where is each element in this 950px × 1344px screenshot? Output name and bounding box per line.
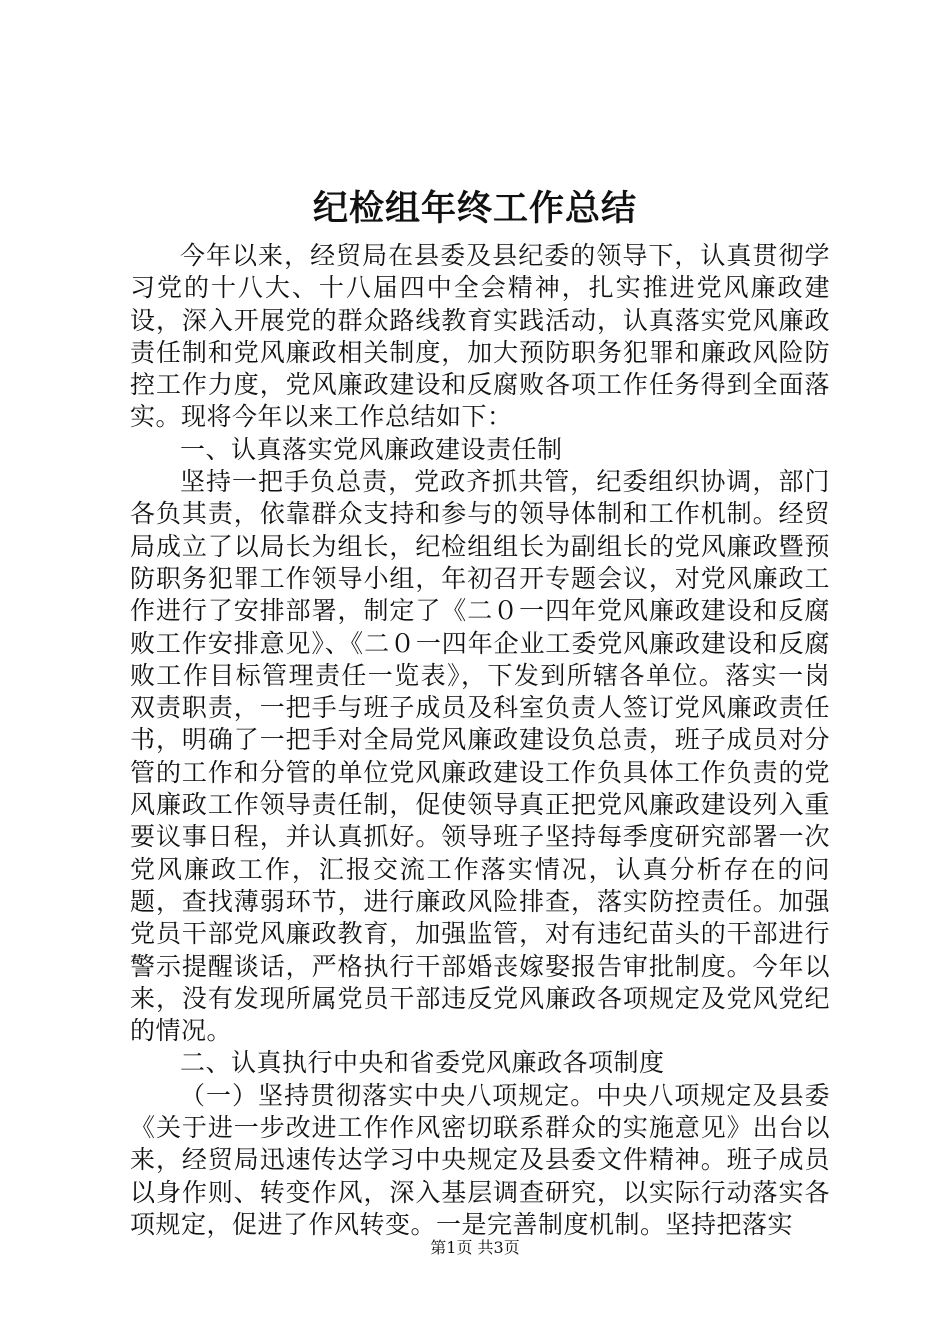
document-body	[130, 240, 830, 1241]
section-heading-1: 一、认真落实党风廉政建设责任制	[180, 434, 563, 464]
page-footer: 第1页 共3页	[430, 1238, 520, 1257]
paragraph-intro: 今年以来，经贸局在县委及县纪委的领导下，认真贯彻学习党的十八大、十八届四中全会精神，扎实推进党风廉政建设，深入开展党的群众路线教育实践活动，认真落实党风廉政责任制和党风廉政相关制度，加大预防职务犯罪和廉政风险防控工作力度，党风廉政建设和反腐败各项工作任务得到全面落实。现将今年以来工作总结如下：	[130, 241, 830, 432]
paragraph-section-1: 坚持一把手负总责，党政齐抓共管，纪委组织协调，部门各负其责，依靠群众支持和参与的领导体制和工作机制。经贸局成立了以局长为组长，纪检组组长为副组长的党风廉政暨预防职务犯罪工作领导小组，年初召开专题会议，对党风廉政工作进行了安排部署，制定了《二０一四年党风廉政建设和反腐败工作安排意见》、《二０一四年企业工委党风廉政建设和反腐败工作目标管理责任一览表》，下发到所辖各单位。落实一岗双责职责，一把手与班子成员及科室负责人签订党风廉政责任书，明确了一把手对全局党风廉政建设负总责，班子成员对分管的工作和分管的单位党风廉政建设工作负具体工作负责的党风廉政工作领导责任制，促使领导真正把党风廉政建设列入重要议事日程，并认真抓好。领导班子坚持每季度研究部署一次党风廉政工作，汇报交流工作落实情况，认真分析存在的问题，查找薄弱环节，进行廉政风险排查，落实防控责任。加强党员干部党风廉政教育，加强监管，对有违纪苗头的干部进行警示提醒谈话，严格执行干部婚丧嫁娶报告审批制度。今年以来，没有发现所属党员干部违反党风廉政各项规定及党风党纪的情况。	[130, 467, 830, 1046]
section-heading-2: 二、认真执行中央和省委党风廉政各项制度	[180, 1048, 665, 1078]
paragraph-section-2-1: （一）坚持贯彻落实中央八项规定。中央八项规定及县委《关于进一步改进工作作风密切联系群众的实施意见》出台以来，经贸局迅速传达学习中央规定及县委文件精神。班子成员以身作则、转变作风，深入基层调查研究，以实际行动落实各项规定，促进了作风转变。一是完善制度机制。坚持把落实	[130, 1080, 830, 1239]
document-title: 纪检组年终工作总结	[312, 188, 637, 229]
